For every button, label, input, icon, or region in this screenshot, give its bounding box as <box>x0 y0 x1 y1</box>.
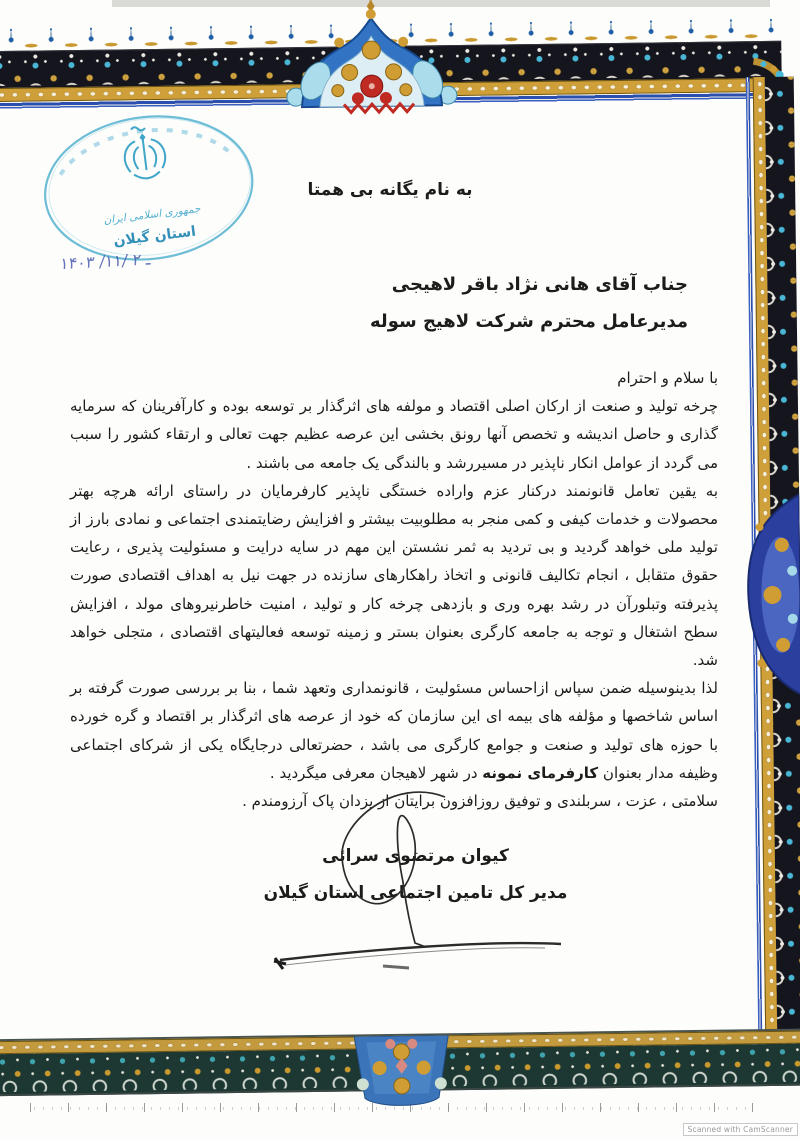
paragraph-1: چرخه تولید و صنعت از ارکان اصلی اقتصاد و مولفه های اثرگذار بر توسعه بوده و کارآفرینان که سرمایه گذاری و حاصل اندیشه و تخصص آنها رونق بخشی این عرصه عظیم جهت تعالی و ارتقاء کشور را سبب می گردد از عوامل انکار ناپذیر در مسیررشد و بالندگی یک جامعه می باشند . <box>70 397 718 472</box>
bismillah-heading: به نام یگانه بی همتا <box>307 180 473 200</box>
salutation-line: با سلام و احترام <box>617 369 718 387</box>
scan-ruler-dots <box>34 1107 752 1110</box>
paragraph-3-text: لذا بدینوسیله ضمن سپاس ازاحساس مسئولیت ، قانونمداری وتعهد شما ، بنا بر بررسی صورت گرفته بر اساس شاخصها و مؤلفه های بیمه ای این سازمان که خود از عرصه های اثرگذار بر اقتصاد و گره خورده با حوزه های تولید و صنعت و جوامع کارگری می باشد ، حضرتعالی درجایگاه یکی از شرکای اجتماعی وظیفه مدار بعنوان <box>70 679 718 782</box>
handwritten-date: ۱۴۰۳ /۱۱/ ـ ۲ <box>59 249 152 274</box>
signatory-name: کیوان مرتضوی سرائی <box>322 846 509 866</box>
top-medallion-ornament <box>281 0 463 127</box>
paragraph-2: به یقین تعامل قانونمند درکنار عزم واراده خستگی ناپذیر کارفرمایان در راستای ارائه هرچه بهتر محصولات و خدمات کیفی و کمی منجر به مطلوبیت بیشتر و افزایش رضایتمندی اجتماعی و نمادی بارز از تولید ملی خواهد گردید و بی تردید به ثمر نشستن این مهم در سایه درایت و مسئولیت پذیری ، رعایت حقوق متقابل ، انجام تکالیف قانونی و اتخاذ راهکارهای سازنده در جهت نیل به اهداف اقتصادی صورت پذیرفته وتبلورآن در رشد بهره وری و بازدهی چرخه کار و تولید ، امنیت خاطرنیروهای مولد ، افزایش سطح اشتغال و توجه به جامعه کارگری بعنوان بستر و زمینه توسعه فعالیتهای اقتصادی ، متجلی خواهد شد. <box>70 481 718 670</box>
addressee-title: مدیرعامل محترم شرکت لاهیج سوله <box>370 311 688 332</box>
addressee-block <box>370 266 688 340</box>
bottom-medallion-ornament <box>326 1035 477 1113</box>
stamp-country-text: جمهوری اسلامی ایران <box>102 202 202 227</box>
side-medallion-ornament <box>729 487 800 708</box>
iran-emblem-icon <box>121 124 167 181</box>
paragraph-3 <box>70 674 718 787</box>
handwritten-signature <box>245 782 585 982</box>
closing-line: سلامتی ، عزت ، سربلندی و توفیق روزافزون برایتان از یزدان پاک آرزومندم . <box>242 792 718 811</box>
paragraph-3-tail: در شهر لاهیجان معرفی میگردید . <box>269 763 483 782</box>
camscanner-watermark: Scanned with CamScanner <box>683 1123 798 1136</box>
signatory-title: مدیر کل تامین اجتماعی استان گیلان <box>263 883 568 903</box>
stamp-province-text: استان گیلان <box>112 223 197 250</box>
exemplary-employer-phrase: کارفرمای نمونه <box>482 763 599 782</box>
letter-body <box>70 364 718 815</box>
addressee-name: جناب آقای هانی نژاد باقر لاهیجی <box>391 274 688 295</box>
